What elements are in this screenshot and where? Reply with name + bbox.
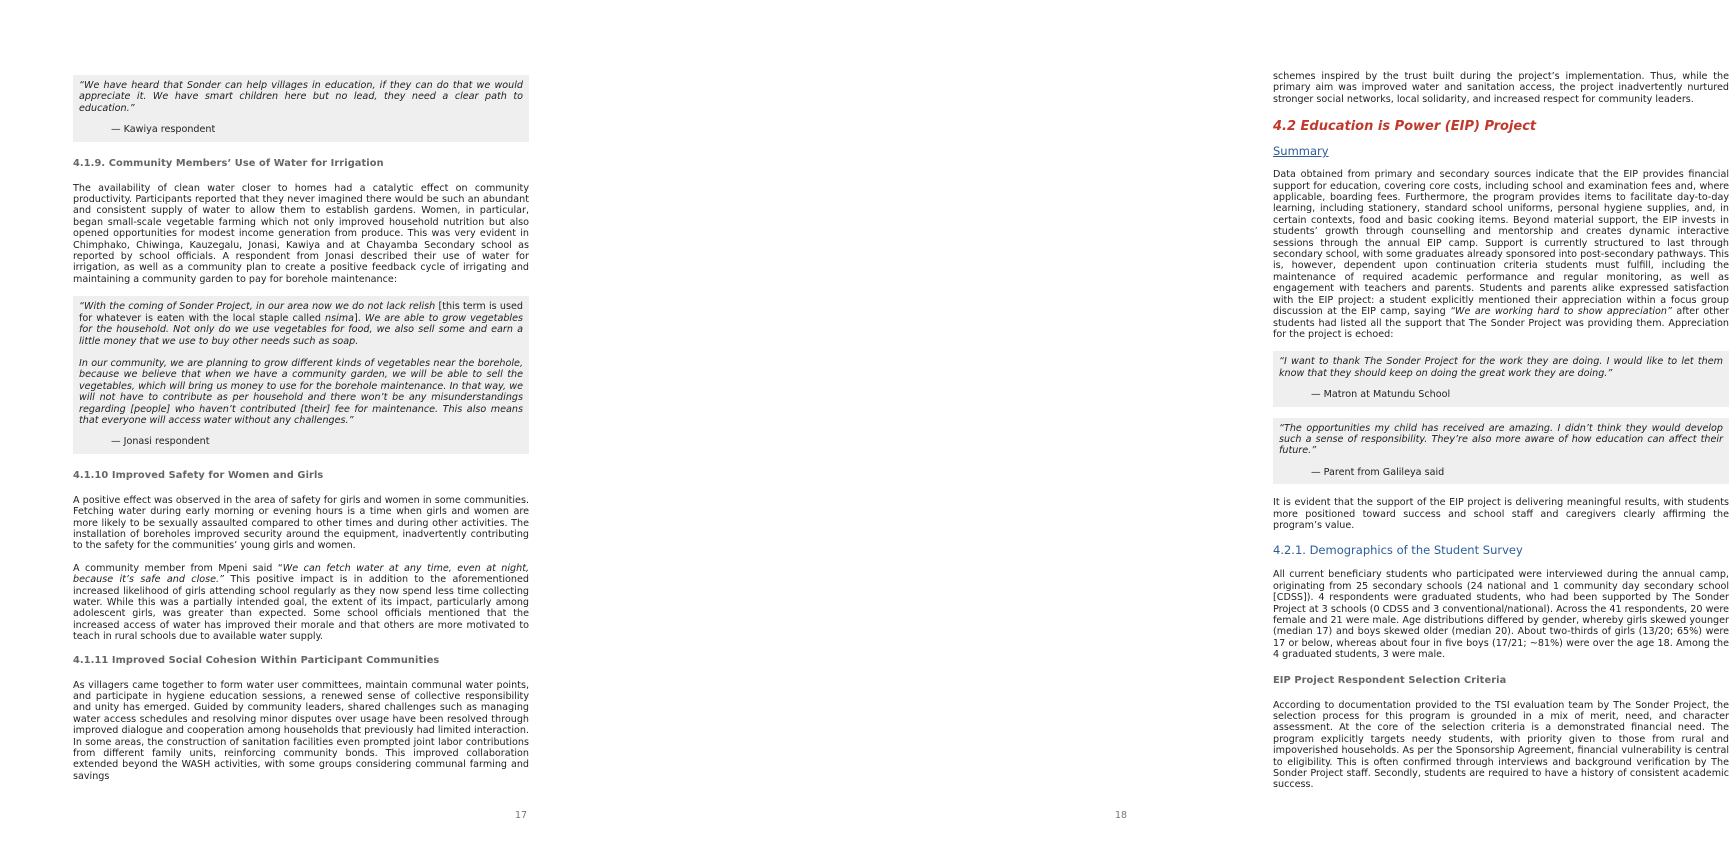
section-heading-4-1-10: 4.1.10 Improved Safety for Women and Girls — [73, 469, 324, 481]
paragraph-summary — [1273, 169, 1729, 340]
quote-attribution: — Matron at Matundu School — [1311, 389, 1451, 401]
quote-attribution: — Jonasi respondent — [111, 436, 210, 448]
section-heading-4-2: 4.2 Education is Power (EIP) Project — [1273, 119, 1537, 135]
quote-part: We are able to grow vegetables for the household. Not only do we use vegetables for food, we also sell some and earn a little money that we use to buy other needs such as soap. — [79, 312, 523, 347]
section-heading-4-1-9: 4.1.9. Community Members’ Use of Water for Irrigation — [73, 157, 384, 169]
quote-parent — [1273, 418, 1729, 485]
right-page — [600, 0, 1729, 848]
left-column — [73, 75, 529, 782]
text-run: after other students had listed all the support that The Sonder Project was providing them. Appreciation for the project is echoed: — [1273, 306, 1729, 340]
page-number: 18 — [1115, 810, 1128, 821]
summary-heading: Summary — [1273, 144, 1329, 159]
paragraph-irrigation: The availability of clean water closer to homes had a catalytic effect on community productivity. Participants reported that they never imagined there would be such an abundant and consistent supply of water to allow them to establish gardens. Women, in particular, began small-scale vegetable farming which not only improved household nutrition but also opened opportunities for modest income generation from produce. This was very evident in Chimphako, Chiwinga, Kauzegalu, Jonasi, Kawiya and at Chayamba Secondary school as reported by school officials. A respondent from Jonasi described their use of water for irrigation, as well as a community plan to create a positive feedback cycle of irrigating and maintaining a community garden to pay for borehole maintenance: — [73, 182, 529, 285]
quote-aside: [this term is used for whatever is eaten with the local staple called — [79, 301, 523, 324]
inline-quote: We can fetch water at any time, even at night, because it’s safe and close.” — [73, 562, 530, 586]
section-heading-4-2-1: 4.2.1. Demographics of the Student Survey — [1273, 543, 1523, 558]
quote-text — [79, 301, 523, 347]
quote-text-2: In our community, we are planning to grow different kinds of vegetables near the borehole, because we believe that when we have a community garden, we will be able to sell the vegetables, which will bring us money to use for the borehole maintenance. In that way, we will not have to contribute as per household and there won’t be any misunderstandings regarding [people] who haven’t contributed [their] fee for maintenance. This also means that everyone will access water without any challenges.” — [79, 357, 523, 426]
quote-term: nsima — [325, 312, 354, 324]
paragraph-criteria: According to documentation provided to the TSI evaluation team by The Sonder Project, the selection process for this program is grounded in a mix of merit, need, and character assessment. At the core of the selection criteria is a demonstrated financial need. The program explicitly targets needy students, with priority given to those from rural and impoverished households. As per the Sponsorship Agreement, financial vulnerability is central to eligibility. This is often confirmed through interviews and background verification by The Sonder Project staff. Secondly, students are required to have a history of consistent academic success. — [1273, 699, 1729, 791]
paragraph-cohesion: As villagers came together to form water user committees, maintain communal water points, and participate in hygiene education sessions, a renewed sense of collective responsibility and unity has emerged. Guided by community leaders, shared challenges such as managing water access schedules and resolving minor disputes over usage have been resolved through improved dialogue and cooperation among households that previously had limited interaction. In some areas, the construction of sanitation facilities even prompted joint labor contributions from different family units, reinforcing community bonds. This improved collaboration extended beyond the WASH activities, with some groups considering communal farming and savings — [73, 679, 529, 782]
text-run: Data obtained from primary and secondary sources indicate that the EIP provides financial support for education, covering core costs, including school and examination fees and, where applicable, boarding fees. Furthermore, the program provides items to facilitate day-to-day learning, including stationery, standard school uniforms, personal hygiene supplies, and, in certain contexts, food and basic cooking items. Beyond material support, the EIP invests in students’ growth through counselling and mentorship and creates dynamic interactive sessions through the annual EIP camp. Support is currently structured to last through secondary school, with some graduates already sponsored into post-secondary pathways. This is, however, dependent upon continuation criteria students must fulfill, including the maintenance of required academic performance and regular monitoring, as well as engagement with teachers and parents. Students and parents alike expressed satisfaction with the EIP project: a student explicitly mentioned their appreciation within a focus group discussion at the EIP camp, saying — [1273, 169, 1729, 318]
quote-text: “We have heard that Sonder can help villages in education, if they can do that we would appreciate it. We have smart children here but no lead, they need a clear path to education.” — [79, 80, 523, 114]
quote-text: “I want to thank The Sonder Project for the work they are doing. I would like to let them know that they should keep on doing the great work they are doing.” — [1279, 356, 1723, 379]
page-number: 17 — [515, 810, 528, 821]
text-run: This positive impact is in addition to the aforementioned increased likelihood of girls attending school regularly as they now spend less time collecting water. While this was a partially intended goal, the extent of its impact, particularly among adolescent girls, was greater than expected. Some school officials mentioned that the increased access of water has improved their morale and that others are more motivated to teach in rural schools due to available water supply. — [73, 574, 529, 643]
quote-part: “With the coming of Sonder Project, in our area now we do not lack relish — [79, 301, 436, 313]
quote-aside-end: ]. — [354, 312, 365, 324]
inline-quote: “We are working hard to show appreciation” — [1450, 306, 1672, 318]
paragraph-evident: It is evident that the support of the EIP project is delivering meaningful results, with students more positioned toward success and school staff and caregivers clearly affirming the program’s value. — [1273, 497, 1729, 531]
right-column — [1273, 71, 1729, 791]
paragraph-demographics: All current beneficiary students who participated were interviewed during the annual camp, originating from 25 secondary schools (24 national and 1 community day secondary school [CDSS]). 4 respondents were graduated students, who had been supported by The Sonder Project at 3 schools (0 CDSS and 3 conventional/national). Across the 41 respondents, 20 were female and 21 were male. Age distributions differed by gender, whereby girls skewed younger (median 17) and boys skewed older (median 20). About two-thirds of girls (13/20; 65%) were 17 or below, whereas about four in five boys (17/21; ~81%) were over the age 18. Among the 4 graduated students, 3 were male. — [1273, 569, 1729, 661]
paragraph-mpeni — [73, 563, 529, 643]
criteria-heading: EIP Project Respondent Selection Criteria — [1273, 674, 1507, 686]
quote-kawiya — [73, 75, 529, 142]
quote-attribution: — Kawiya respondent — [111, 124, 216, 136]
quote-jonasi — [73, 296, 529, 453]
quote-matron — [1273, 351, 1729, 406]
paragraph-safety: A positive effect was observed in the area of safety for girls and women in some communities. Fetching water during early morning or evening hours is a time when girls and women are more likely to be sexually assaulted compared to other times and during other activities. The installation of boreholes improved security around the equipment, inadvertently contributing to the safety for the communities’ young girls and women. — [73, 494, 529, 552]
quote-attribution: — Parent from Galileya said — [1311, 466, 1445, 478]
quote-text: “The opportunities my child has received are amazing. I didn’t think they would develop such a sense of responsibility. They’re also more aware of how education can affect their future.” — [1279, 422, 1723, 457]
left-page — [0, 0, 600, 848]
paragraph-continued: schemes inspired by the trust built during the project’s implementation. Thus, while the primary aim was improved water and sanitation access, the project inadvertently nurtured stronger social networks, local solidarity, and increased respect for community leaders. — [1273, 71, 1729, 105]
text-run: A community member from Mpeni said “ — [73, 562, 283, 574]
section-heading-4-1-11: 4.1.11 Improved Social Cohesion Within Participant Communities — [73, 654, 440, 666]
